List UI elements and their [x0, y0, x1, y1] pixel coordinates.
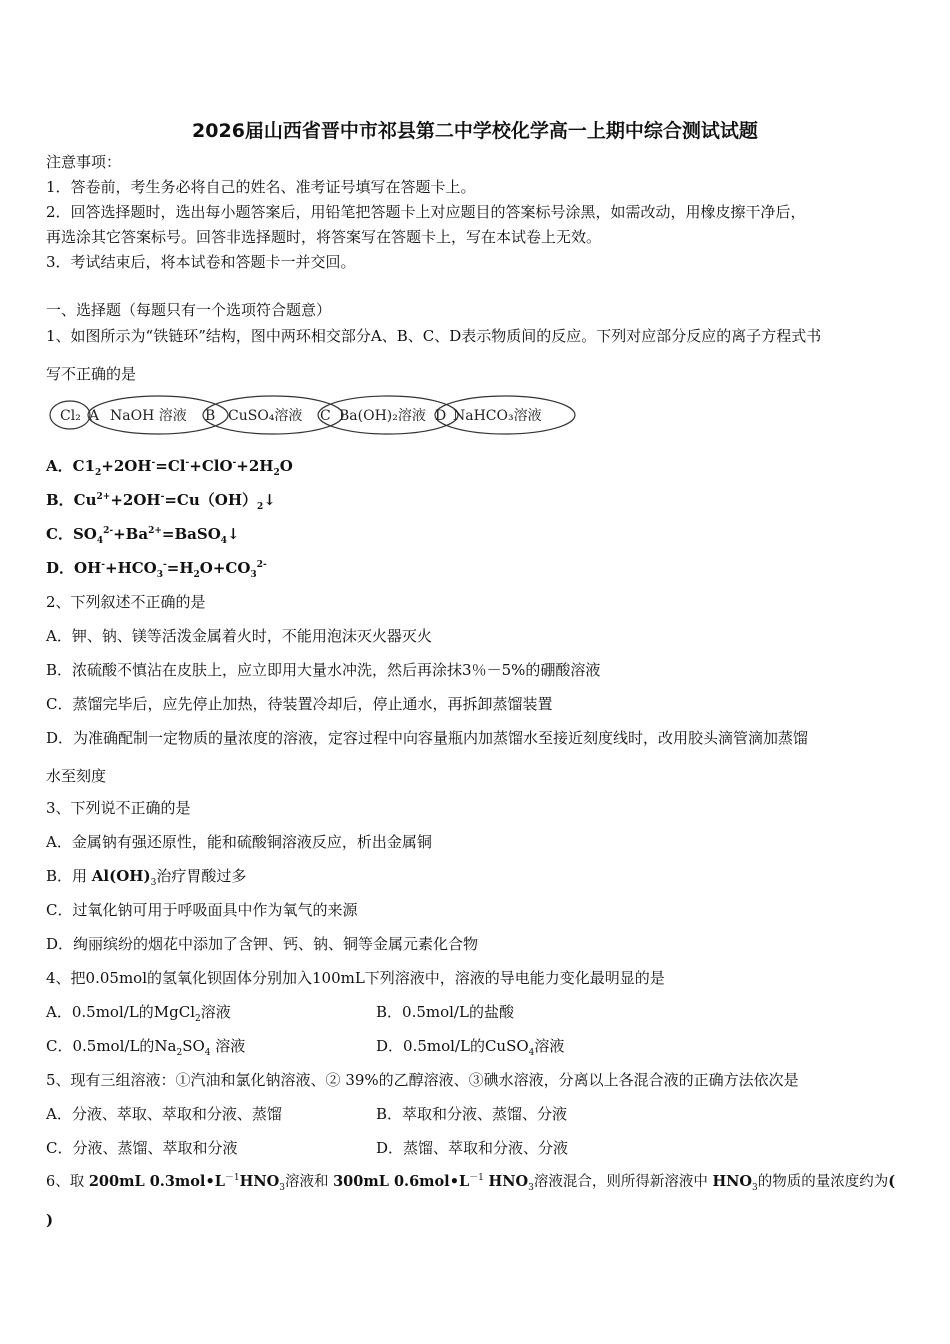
notice-heading: 注意事项： — [46, 153, 122, 171]
q2-option-a: A．钾、钠、镁等活泼金属着火时，不能用泡沫灭火器灭火 — [46, 627, 432, 645]
q2-option-d-cont: 水至刻度 — [46, 767, 107, 785]
q1-stem: 1、如图所示为“铁链环”结构，图中两环相交部分A、B、C、D表示物质间的反应。下列对应部分反应的离子方程式书 — [46, 327, 822, 345]
q3-option-a: A．金属钠有强还原性，能和硫酸铜溶液反应，析出金属铜 — [46, 833, 432, 851]
q1-option-a: A．$C1_2+2OH^-=Cl^-+ClO^-+2H_2O$ — [46, 457, 293, 478]
chain-nahco3: NaHCO₃溶液 — [453, 408, 542, 424]
q1-option-c: C．$SO_4^{2-}+Ba^{2+}=BaSO_4↓$ — [46, 525, 240, 546]
notice-item-2-cont: 再选涂其它答案标号。回答非选择题时，将答案写在答题卡上，写在本试卷上无效。 — [46, 228, 602, 246]
q4-option-c: C．0.5mol/L的$Na_2SO_4$ 溶液 — [46, 1037, 246, 1058]
q5-option-a: A．分液、萃取、萃取和分液、蒸馏 — [46, 1105, 282, 1123]
chain-label-b: B — [205, 408, 216, 424]
q1-stem-cont: 写不正确的是 — [46, 365, 137, 383]
q2-option-d: D．为准确配制一定物质的量浓度的溶液，定容过程中向容量瓶内加蒸馏水至接近刻度线时，改用胶头滴管滴加蒸馏 — [46, 729, 809, 747]
q4-option-d: D．0.5mol/L的CuSO$_4$溶液 — [376, 1037, 565, 1058]
notice-item-2: 2．回答选择题时，选出每小题答案后，用铅笔把答题卡上对应题目的答案标号涂黑，如需改动，用橡皮擦干净后， — [46, 203, 806, 221]
q6-stem-end: ) — [46, 1211, 54, 1229]
q3-option-c: C．过氧化钠可用于呼吸面具中作为氧气的来源 — [46, 901, 358, 919]
notice-item-1: 1．答卷前，考生务必将自己的姓名、准考证号填写在答题卡上。 — [46, 178, 476, 196]
chain-cuso4: CuSO₄溶液 — [228, 408, 303, 424]
q6-stem: 6、取 200mL $0.3mol•L^{-1}HNO_3$溶液和 300mL $0.6mol•L^{-1}$ $HNO_3$溶液混合，则所得新溶液中 $HNO_3$的物质的量浓度约为( — [46, 1173, 896, 1193]
q1-option-b: B．$Cu^{2+}+2OH^-=Cu(OH)_2↓$ — [46, 491, 276, 512]
page-title: 2026届山西省晋中市祁县第二中学校化学高一上期中综合测试试题 — [192, 120, 758, 142]
q5-option-c: C．分液、蒸馏、萃取和分液 — [46, 1139, 238, 1157]
iron-chain-diagram — [48, 394, 578, 436]
q4-option-a: A．0.5mol/L的MgCl$_2$溶液 — [46, 1003, 231, 1024]
q4-stem: 4、把0.05mol的氢氧化钡固体分别加入100mL下列溶液中，溶液的导电能力变化最明显的是 — [46, 969, 665, 987]
q2-option-b: B．浓硫酸不慎沾在皮肤上，应立即用大量水冲洗，然后再涂抹3％－5%的硼酸溶液 — [46, 661, 601, 679]
chain-label-a: A — [89, 408, 100, 424]
chain-label-c: C — [320, 408, 331, 424]
q1-option-d: D．$OH^-+HCO_3^-=H_2O+CO_3^{2-}$ — [46, 559, 267, 580]
q2-option-c: C．蒸馏完毕后，应先停止加热，待装置冷却后，停止通水，再拆卸蒸馏装置 — [46, 695, 553, 713]
q3-option-b: B．用 $Al(OH)_3$治疗胃酸过多 — [46, 867, 247, 888]
chain-label-d: D — [435, 408, 447, 424]
q3-stem: 3、下列说不正确的是 — [46, 799, 191, 817]
q5-stem: 5、现有三组溶液：①汽油和氯化钠溶液、② 39%的乙醇溶液、③碘水溶液，分离以上各混合液的正确方法依次是 — [46, 1071, 799, 1089]
q5-option-d: D．蒸馏、萃取和分液、分液 — [376, 1139, 569, 1157]
chain-baoh2: Ba(OH)₂溶液 — [339, 408, 426, 424]
q4-option-b: B．0.5mol/L的盐酸 — [376, 1003, 514, 1021]
q3-option-d: D．绚丽缤纷的烟花中添加了含钾、钙、钠、铜等金属元素化合物 — [46, 935, 479, 953]
notice-item-3: 3．考试结束后，将本试卷和答题卡一并交回。 — [46, 253, 356, 271]
section-heading: 一、选择题（每题只有一个选项符合题意） — [46, 301, 332, 319]
q5-option-b: B．萃取和分液、蒸馏、分液 — [376, 1105, 568, 1123]
chain-naoh: NaOH 溶液 — [110, 408, 187, 424]
chain-cl2: Cl₂ — [60, 408, 81, 424]
q2-stem: 2、下列叙述不正确的是 — [46, 593, 206, 611]
